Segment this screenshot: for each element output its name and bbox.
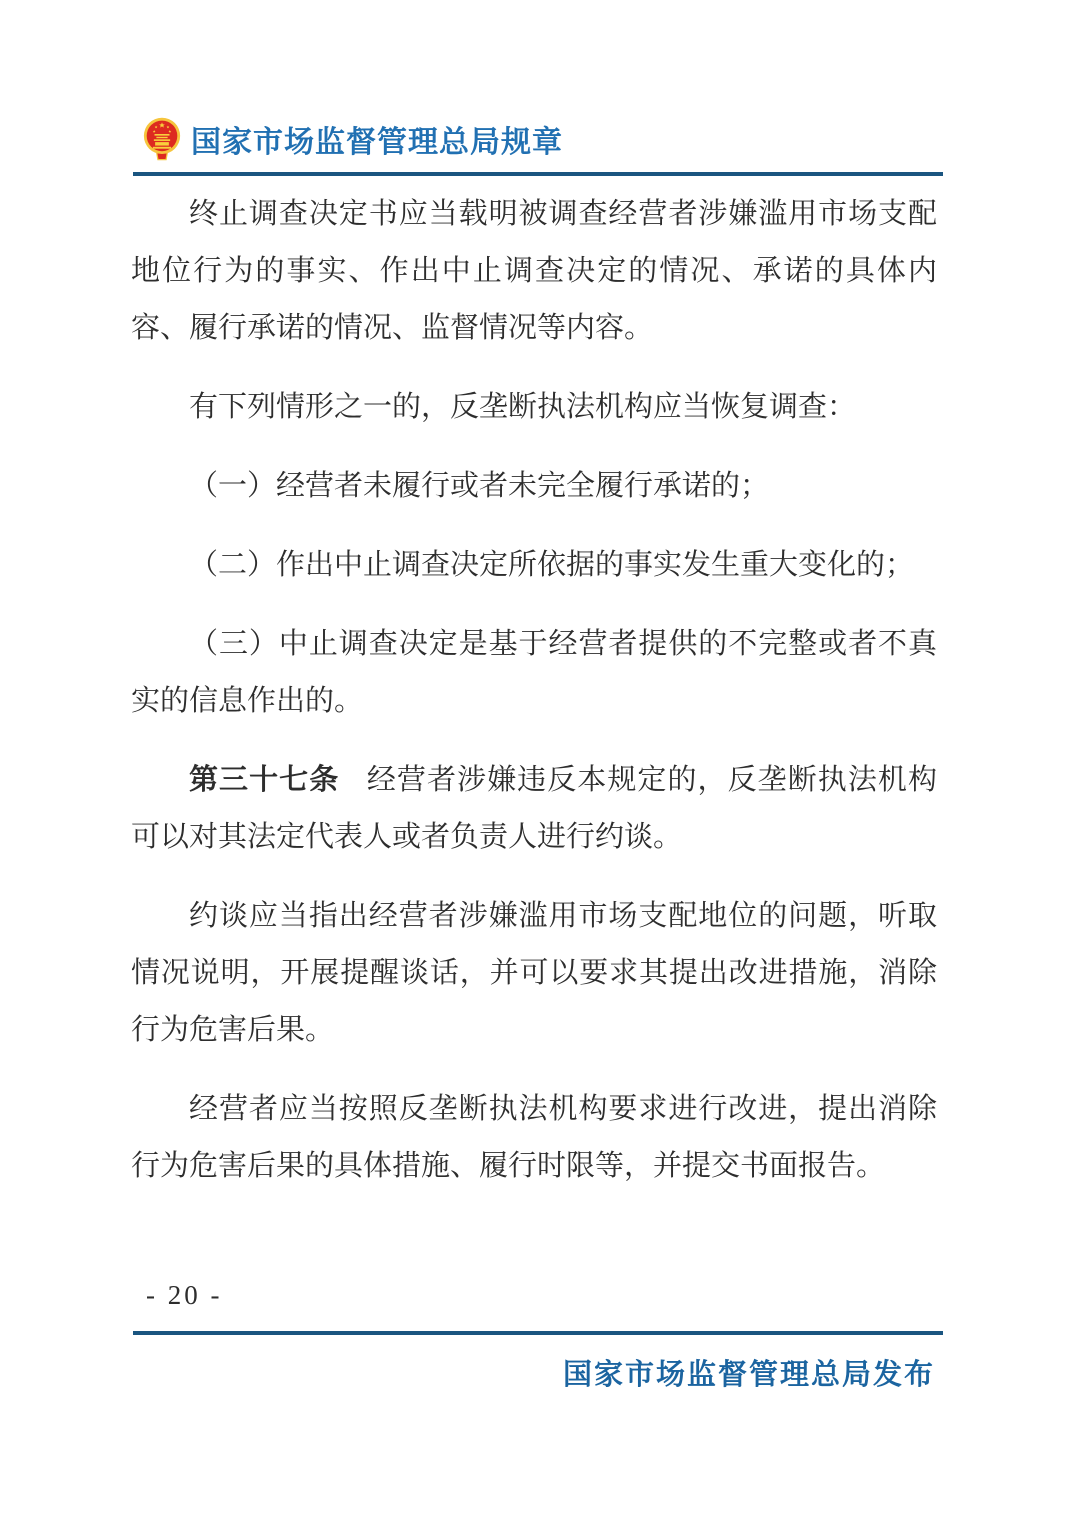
document-body [131,186,937,1195]
paragraph: 终止调查决定书应当载明被调查经营者涉嫌滥用市场支配地位行为的事实、作出中止调查决定的情况、承诺的具体内容、履行承诺的情况、监督情况等内容。 [131,198,937,344]
paragraph: （二）作出中止调查决定所依据的事实发生重大变化的； [189,549,915,581]
paragraph: 经营者应当按照反垄断执法机构要求进行改进，提出消除行为危害后果的具体措施、履行时限等，并提交书面报告。 [131,1093,937,1182]
paragraph: 约谈应当指出经营者涉嫌滥用市场支配地位的问题，听取情况说明，开展提醒谈话，并可以要求其提出改进措施，消除行为危害后果。 [131,900,937,1046]
document-header [142,114,563,164]
national-emblem-icon [142,114,182,164]
paragraph: （三）中止调查决定是基于经营者提供的不完整或者不真实的信息作出的。 [131,628,937,717]
paragraph-text: 经营者涉嫌违反本规定的，反垄断执法机构可以对其法定代表人或者负责人进行约谈。 [131,764,937,853]
paragraph [131,752,937,866]
article-number: 第三十七条 [189,764,340,796]
page-number: - 20 - [146,1280,223,1310]
header-title: 国家市场监督管理总局规章 [191,126,563,159]
footer-publisher: 国家市场监督管理总局发布 [562,1359,935,1391]
header-divider [133,172,943,176]
footer-divider [133,1331,943,1335]
paragraph: （一）经营者未履行或者未完全履行承诺的； [189,470,770,502]
paragraph: 有下列情形之一的，反垄断执法机构应当恢复调查： [189,391,857,423]
